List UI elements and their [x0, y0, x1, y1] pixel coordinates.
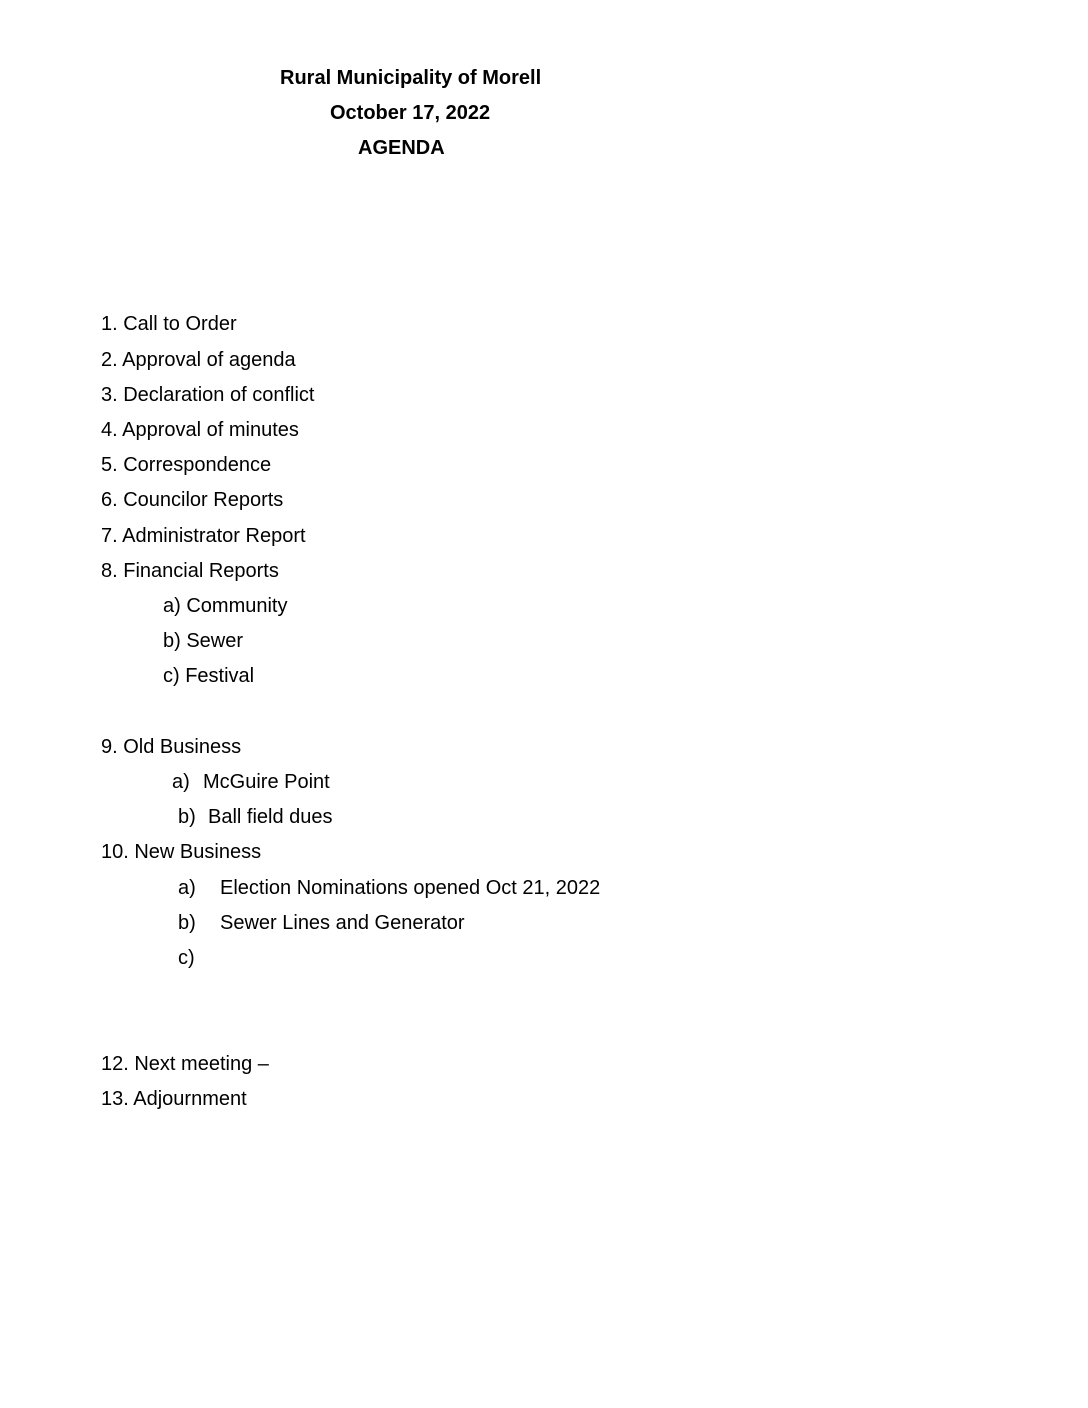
old-business-mcguire-point: McGuire Point	[203, 771, 330, 793]
agenda-item-approval-of-minutes: 4. Approval of minutes	[101, 419, 299, 441]
agenda-item-declaration-of-conflict: 3. Declaration of conflict	[101, 384, 315, 406]
new-business-b-label: b)	[178, 912, 196, 934]
agenda-item-call-to-order: 1. Call to Order	[101, 313, 237, 335]
agenda-item-financial-reports: 8. Financial Reports	[101, 560, 279, 582]
new-business-c-label: c)	[178, 947, 195, 969]
old-business-b-label: b)	[178, 806, 196, 828]
agenda-subitem-sewer: b) Sewer	[163, 630, 244, 652]
agenda-subitem-community: a) Community	[163, 595, 288, 617]
new-business-sewer-lines: Sewer Lines and Generator	[220, 912, 465, 934]
agenda-item-correspondence: 5. Correspondence	[101, 454, 272, 476]
new-business-a-label: a)	[178, 877, 196, 899]
agenda-title: AGENDA	[358, 137, 445, 159]
agenda-item-next-meeting: 12. Next meeting –	[101, 1053, 269, 1075]
agenda-subitem-festival: c) Festival	[163, 665, 255, 687]
agenda-item-old-business: 9. Old Business	[101, 736, 242, 758]
org-name: Rural Municipality of Morell	[280, 67, 542, 89]
old-business-a-label: a)	[172, 771, 190, 793]
old-business-ball-field-dues: Ball field dues	[208, 806, 333, 828]
agenda-item-councilor-reports: 6. Councilor Reports	[101, 489, 284, 511]
agenda-item-adjournment: 13. Adjournment	[101, 1088, 247, 1110]
agenda-item-administrator-report: 7. Administrator Report	[101, 525, 306, 547]
new-business-election-nominations: Election Nominations opened Oct 21, 2022	[220, 877, 601, 899]
meeting-date: October 17, 2022	[330, 102, 491, 124]
agenda-item-approval-of-agenda: 2. Approval of agenda	[101, 349, 296, 371]
agenda-item-new-business: 10. New Business	[101, 841, 262, 863]
